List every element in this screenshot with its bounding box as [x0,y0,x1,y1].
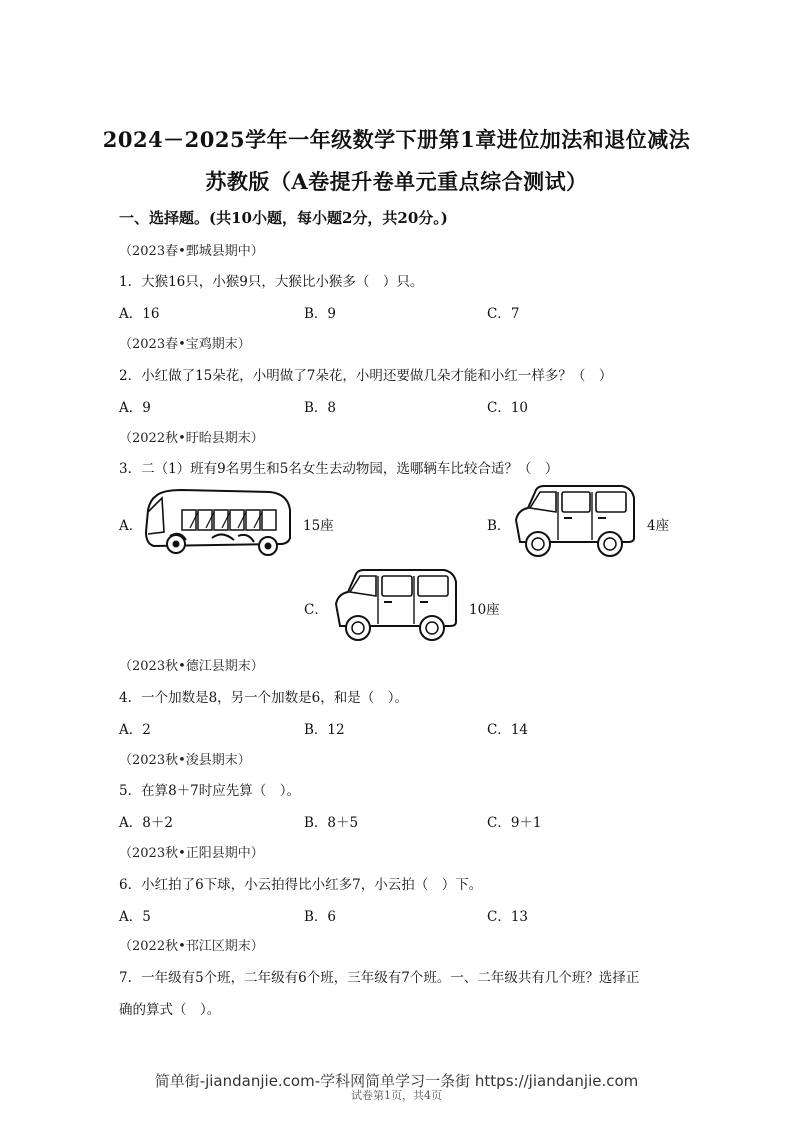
question-5-text: 5．在算8＋7时应先算（ ）。 [119,783,301,799]
question-1-source: （2023春•鄄城县期中） [119,244,264,259]
question-5-source: （2023秋•浚县期末） [119,753,251,768]
question-2-source: （2023春•宝鸡期末） [119,337,251,352]
question-3-option-a: A． [119,518,143,534]
question-4-option-a: A．2 [119,722,151,738]
question-1-option-a: A．16 [119,306,160,322]
question-1-text: 1．大猴16只，小猴9只，大猴比小猴多（ ）只。 [119,274,424,290]
question-6-option-c: C．13 [487,909,529,925]
title-line-1: 2024－2025学年一年级数学下册第1章进位加法和退位减法 [102,127,691,152]
question-6-option-a: A．5 [119,909,151,925]
question-5-option-b: B．8＋5 [304,815,359,831]
question-2-option-b: B．8 [304,400,337,416]
footer-watermark: 简单街-jiandanjie.com-学科网简单学习一条街 https://jiandanjie.com [154,1072,639,1090]
question-2-option-c: C．10 [487,400,529,416]
question-2-text: 2．小红做了15朵花，小明做了7朵花，小明还要做几朵才能和小红一样多？（ ） [119,368,613,384]
question-2-option-a: A．9 [119,400,151,416]
title-line-2: 苏教版（A卷提升卷单元重点综合测试） [205,169,588,194]
page-number: 试卷第1页，共4页 [351,1089,442,1102]
question-3-seats-b: 4座 [647,518,670,534]
question-7-text-line-2: 确的算式（ ）。 [119,1002,221,1018]
question-3-option-b: B． [487,518,511,534]
question-6-option-b: B．6 [304,909,337,925]
question-5-option-c: C．9＋1 [487,815,542,831]
question-4-text: 4．一个加数是8，另一个加数是6，和是（ ）。 [119,690,409,706]
section-heading: 一、选择题。(共10小题，每小题2分，共20分。) [119,209,448,227]
minibus-icon [332,568,460,642]
question-4-option-b: B．12 [304,722,345,738]
question-4-option-c: C．14 [487,722,529,738]
van-icon [512,484,638,558]
question-3-seats-a: 15座 [303,518,334,534]
question-3-seats-c: 10座 [469,602,500,618]
question-1-option-b: B．9 [304,306,337,322]
question-4-source: （2023秋•德江县期末） [119,659,264,674]
question-1-option-c: C．7 [487,306,520,322]
question-5-option-a: A．8＋2 [119,815,173,831]
question-7-source: （2022秋•邗江区期末） [119,939,264,954]
bus-icon [142,488,294,560]
question-3-source: （2022秋•盱眙县期末） [119,431,264,446]
question-3-option-c: C． [304,602,328,618]
question-3-text: 3．二（1）班有9名男生和5名女生去动物园，选哪辆车比较合适？（ ） [119,461,559,477]
question-6-text: 6．小红拍了6下球，小云拍得比小红多7，小云拍（ ）下。 [119,877,483,893]
question-7-text: 7．一年级有5个班，二年级有6个班，三年级有7个班。一、二年级共有几个班？选择正 [119,970,640,986]
question-6-source: （2023秋•正阳县期中） [119,846,264,861]
